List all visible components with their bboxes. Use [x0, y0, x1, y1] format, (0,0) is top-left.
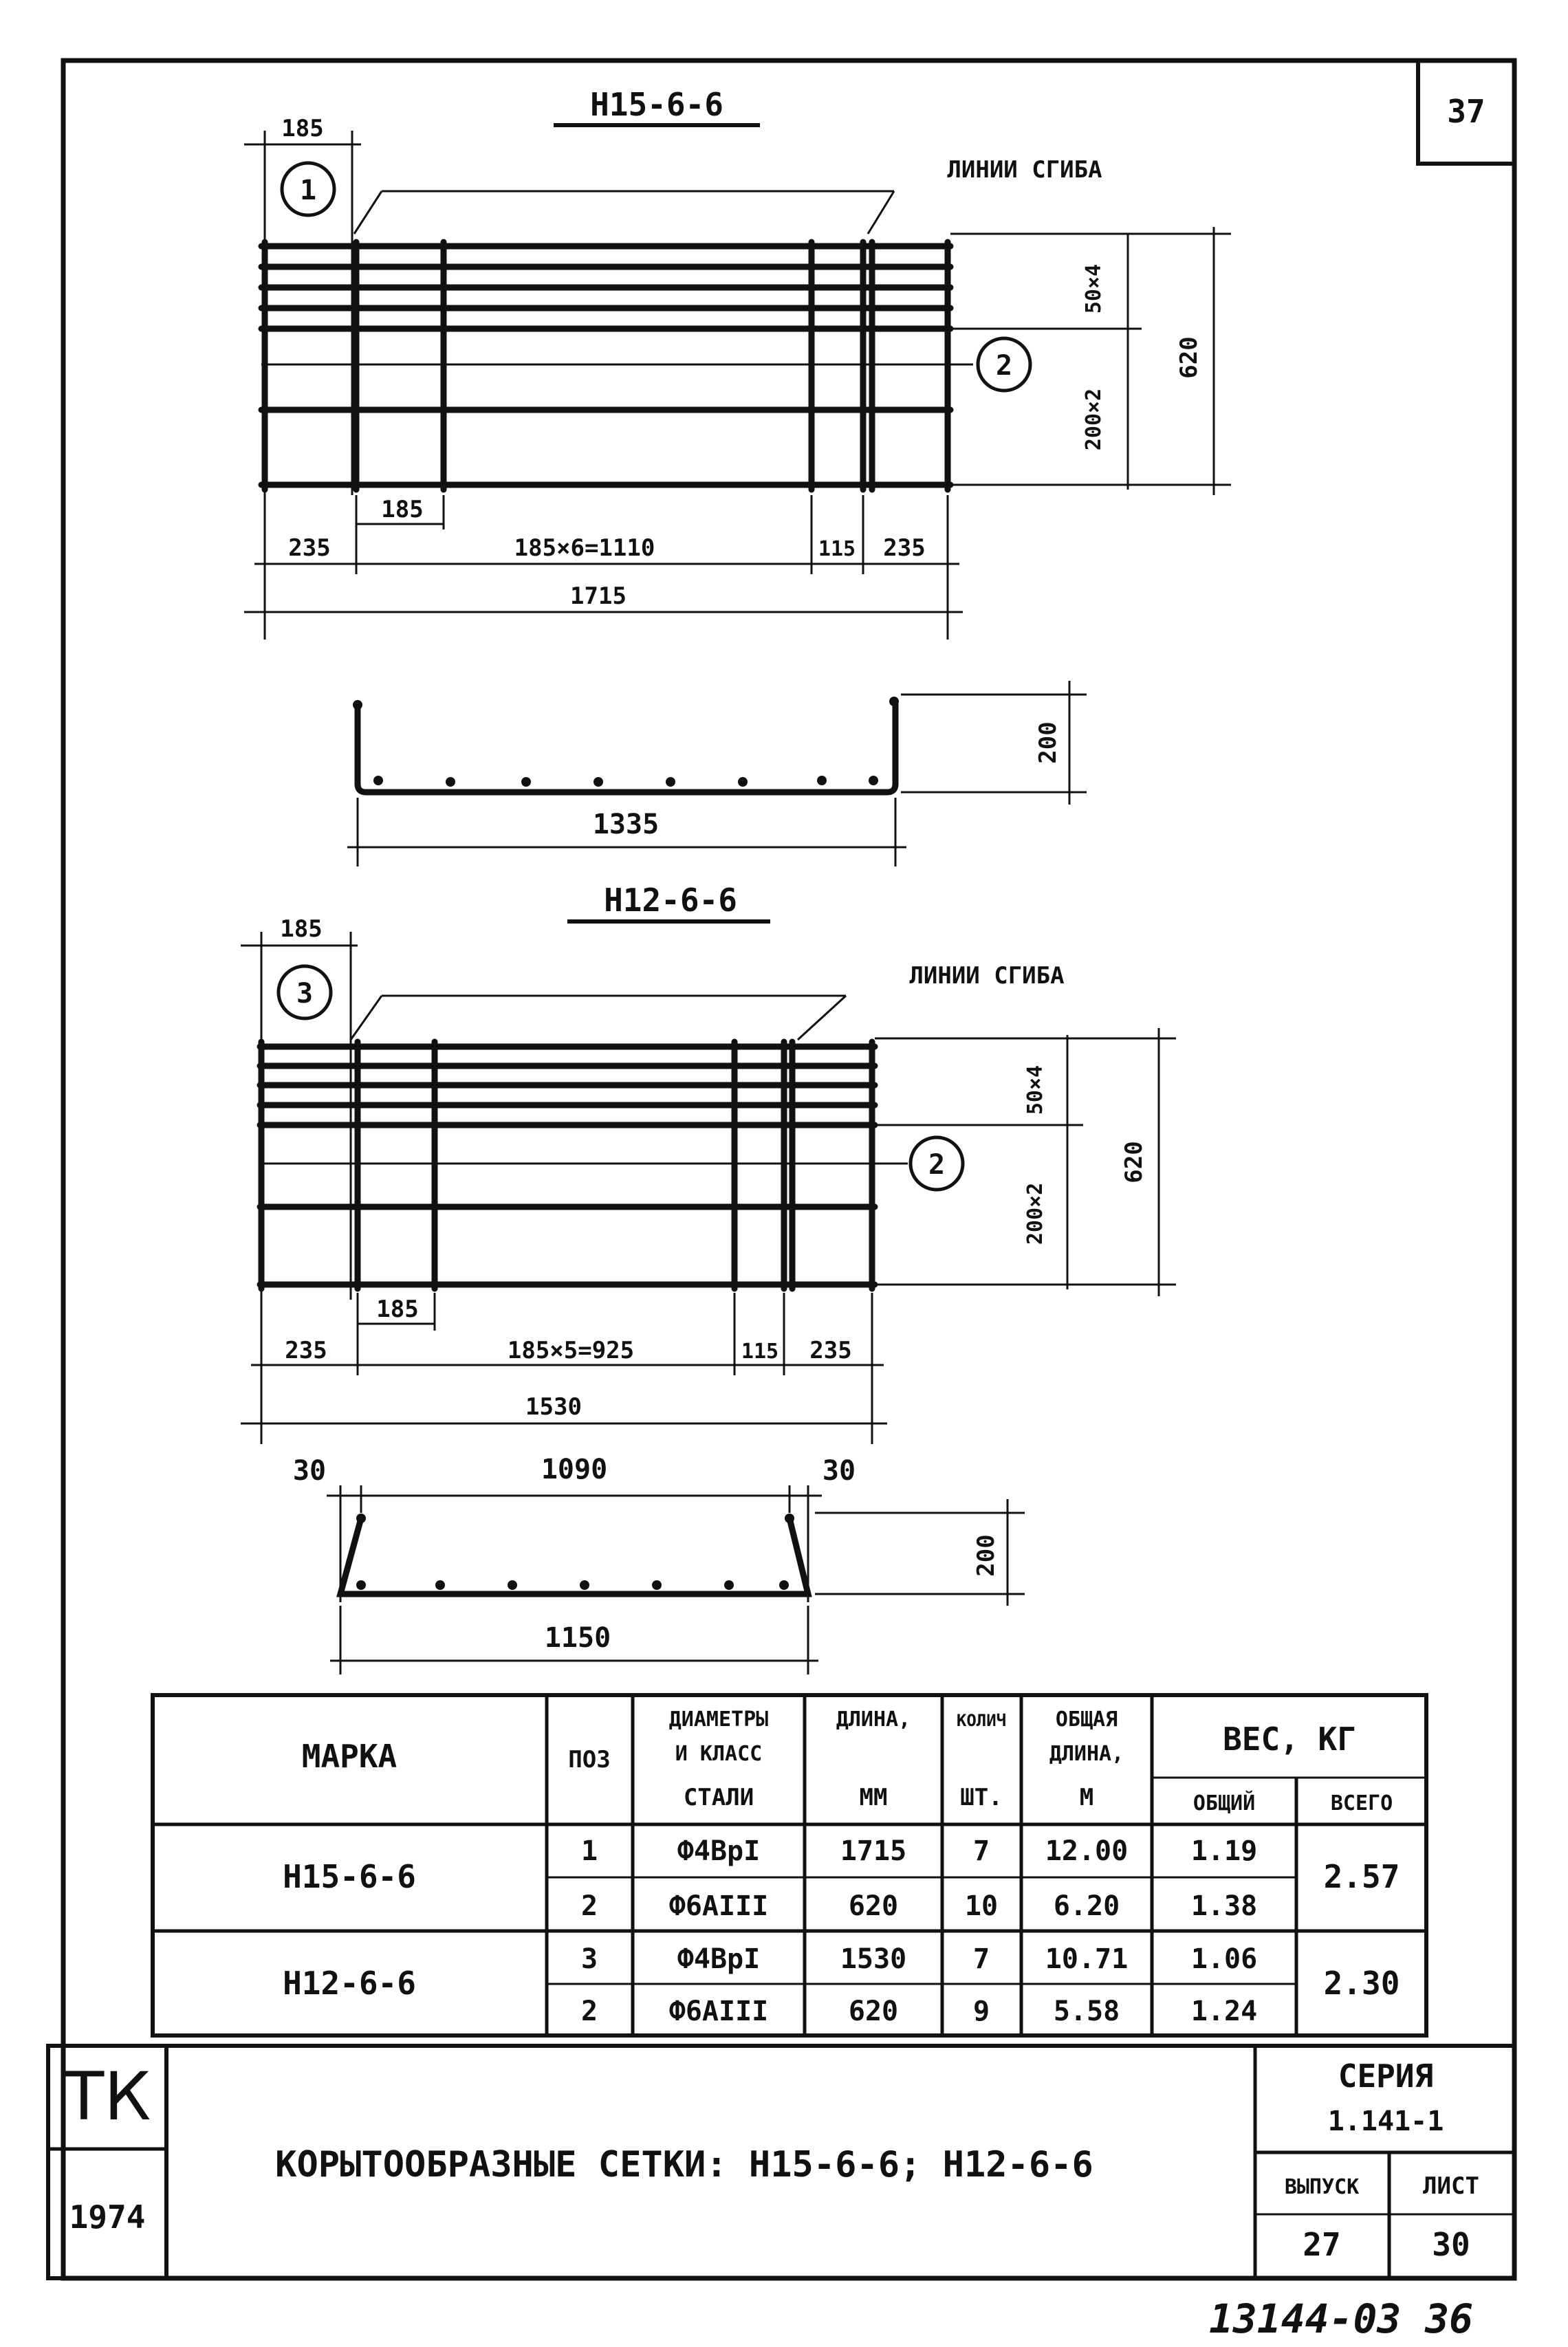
issue-label: ВЫПУСК	[1284, 2175, 1360, 2199]
sheet-label: ЛИСТ	[1423, 2172, 1479, 2200]
year: 1974	[69, 2198, 146, 2236]
table-sum-1: 2.57	[1323, 1858, 1400, 1895]
table-cell-total-len: 6.20	[1053, 1890, 1120, 1922]
drawing2-dim-middle: 185×5=925	[507, 1337, 635, 1364]
table-mark-1: Н15-6-6	[283, 1858, 416, 1895]
drawing-h12-6-6	[241, 882, 1176, 1444]
th-w-total: ОБЩИЙ	[1193, 1791, 1256, 1815]
issue-value: 27	[1303, 2226, 1341, 2263]
sheet-number: 37	[1447, 93, 1485, 130]
org-logo: ТК	[63, 2058, 151, 2135]
profile2-top: 1090	[541, 1454, 608, 1485]
drawing2-dim-total: 1530	[525, 1393, 582, 1421]
profile-1	[347, 681, 1087, 866]
sheet-title: КОРЫТООБРАЗНЫЕ СЕТКИ: Н15-6-6; Н12-6-6	[275, 2144, 1093, 2185]
th-mark: МАРКА	[301, 1738, 398, 1775]
th-tot-3: М	[1079, 1784, 1094, 1811]
table-cell-qty: 10	[964, 1890, 999, 1922]
profile2-width: 1150	[544, 1622, 611, 1654]
profile1-width: 1335	[592, 809, 660, 840]
table-cell-pos: 2	[580, 1996, 598, 2027]
table-cell-weight: 1.38	[1190, 1890, 1258, 1922]
drawing1-dim-v-top: 50×4	[1082, 263, 1106, 314]
drawing1-title: Н15-6-6	[590, 86, 723, 123]
drawing-h15-6-6	[244, 86, 1231, 640]
specification-table	[153, 1695, 1426, 2035]
drawing2-dim-v-top: 50×4	[1023, 1065, 1047, 1115]
th-w-all: ВСЕГО	[1330, 1791, 1393, 1815]
table-cell-weight: 1.19	[1190, 1835, 1258, 1867]
table-cell-qty: 9	[972, 1996, 990, 2027]
drawing2-bend-label: ЛИНИИ СГИБА	[909, 962, 1065, 990]
table-cell-diam: Ф4ВрI	[677, 1943, 761, 1975]
drawing1-dim-top: 185	[281, 115, 324, 142]
drawing2-dim-right: 235	[809, 1337, 852, 1364]
table-cell-diam: Ф4ВрI	[677, 1835, 761, 1867]
drawing2-dim-top: 185	[280, 915, 323, 943]
th-tot-1: ОБЩАЯ	[1055, 1707, 1118, 1732]
th-qty-1: КОЛИЧ	[956, 1711, 1007, 1730]
drawing2-dim-inner: 185	[376, 1296, 419, 1323]
title-block	[48, 2046, 1514, 2278]
th-pos: ПОЗ	[568, 1746, 611, 1773]
table-cell-total-len: 5.58	[1053, 1996, 1120, 2027]
drawing1-dim-small: 115	[818, 537, 856, 561]
drawing2-pos-side: 2	[928, 1149, 946, 1181]
th-diam-2: И КЛАСС	[675, 1742, 763, 1766]
drawing1-dim-left: 235	[288, 534, 331, 562]
drawing1-dim-total: 1715	[570, 582, 627, 610]
drawing1-dim-v-total: 620	[1175, 336, 1203, 379]
drawing1-dim-inner: 185	[381, 496, 424, 523]
drawing1-bend-label: ЛИНИИ СГИБА	[947, 156, 1102, 184]
th-len-1: ДЛИНА,	[836, 1707, 911, 1732]
table-cell-pos: 2	[580, 1890, 598, 1922]
drawing2-dim-v-total: 620	[1120, 1141, 1148, 1183]
drawing1-dim-middle: 185×6=1110	[514, 534, 655, 562]
table-cell-total-len: 10.71	[1045, 1943, 1129, 1975]
table-cell-len: 620	[848, 1996, 899, 2027]
sheet-value: 30	[1432, 2226, 1470, 2263]
table-cell-diam: Ф6АIII	[668, 1890, 769, 1922]
th-diam-1: ДИАМЕТРЫ	[668, 1707, 769, 1732]
profile-2	[293, 1454, 1025, 1674]
th-qty-2: ШТ.	[960, 1784, 1003, 1811]
drawing1-dim-v-bottom: 200×2	[1082, 388, 1106, 451]
table-cell-len: 620	[848, 1890, 899, 1922]
drawing1-pos-side: 2	[995, 350, 1013, 382]
th-weight: ВЕС, КГ	[1223, 1721, 1356, 1758]
drawing2-dim-left: 235	[285, 1337, 327, 1364]
table-cell-qty: 7	[972, 1835, 990, 1867]
drawing2-pos-top: 3	[296, 978, 314, 1009]
table-cell-pos: 1	[580, 1835, 598, 1867]
th-len-2: ММ	[859, 1784, 888, 1811]
series-value: 1.141-1	[1327, 2106, 1444, 2137]
drawing1-dim-right: 235	[883, 534, 926, 562]
archive-number: 13144-03 36	[1208, 2295, 1474, 2342]
series-label: СЕРИЯ	[1338, 2057, 1434, 2095]
table-sum-2: 2.30	[1323, 1965, 1400, 2002]
table-cell-qty: 7	[972, 1943, 990, 1975]
table-cell-total-len: 12.00	[1045, 1835, 1129, 1867]
table-cell-len: 1715	[840, 1835, 907, 1867]
drawing1-pos-top: 1	[299, 175, 317, 206]
drawing2-title: Н12-6-6	[604, 882, 737, 919]
table-cell-pos: 3	[580, 1943, 598, 1975]
drawing2-dim-v-bottom: 200×2	[1023, 1182, 1047, 1245]
table-cell-diam: Ф6АIII	[668, 1996, 769, 2027]
profile2-right: 30	[822, 1455, 856, 1487]
th-tot-2: ДЛИНА,	[1049, 1742, 1124, 1766]
profile2-height: 200	[972, 1534, 1000, 1577]
table-cell-len: 1530	[840, 1943, 907, 1975]
table-cell-weight: 1.06	[1190, 1943, 1258, 1975]
profile2-left: 30	[292, 1455, 327, 1487]
th-diam-3: СТАЛИ	[683, 1784, 754, 1811]
table-mark-2: Н12-6-6	[283, 1965, 416, 2002]
profile1-height: 200	[1034, 721, 1062, 764]
table-cell-weight: 1.24	[1190, 1996, 1258, 2027]
drawing2-dim-small: 115	[741, 1340, 779, 1364]
